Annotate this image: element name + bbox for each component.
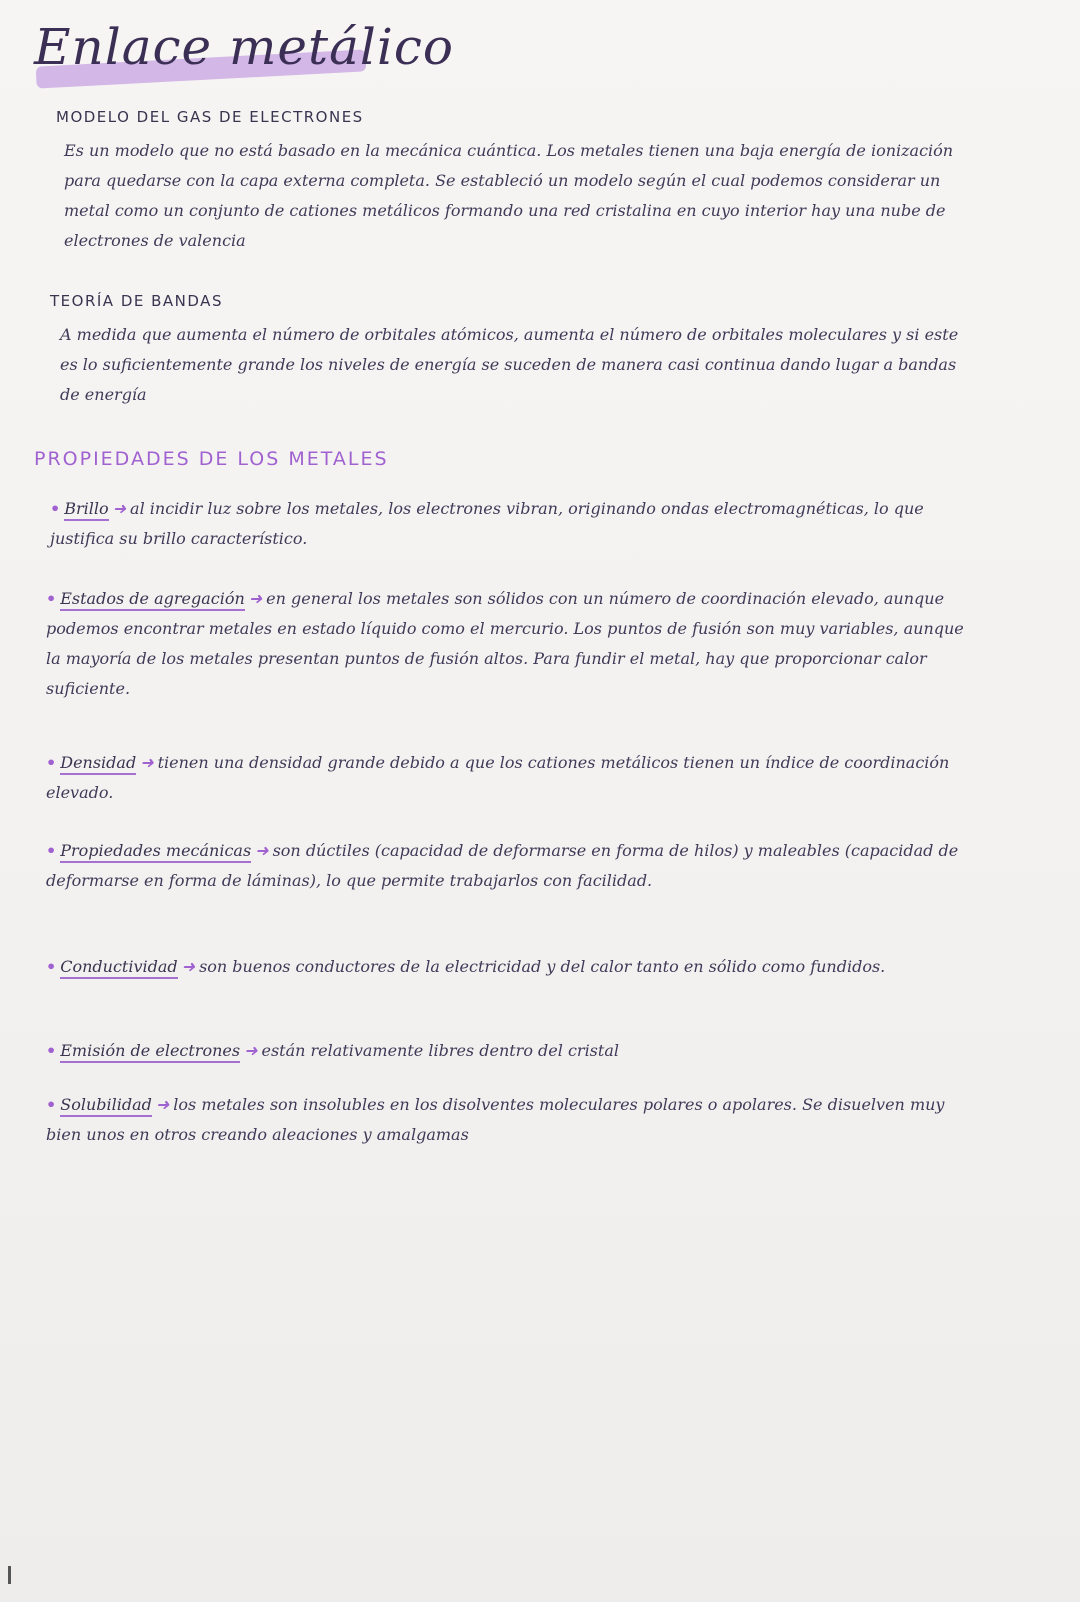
property-densidad: [46, 748, 976, 808]
property-emision: [46, 1036, 976, 1066]
arrow-right-icon: ➜: [140, 753, 154, 772]
property-text: en general los metales son sólidos con un número de coordinación elevado, aunque podemos encontrar metales en estado líquido como el mercurio. Los puntos de fusión son muy variables, aunque la mayoría de los metales presentan puntos de fusión altos. Para fundir el metal, hay que proporcionar calor suficiente.: [46, 589, 964, 698]
property-solubilidad: [46, 1090, 966, 1150]
heading-gas-model: MODELO DEL GAS DE ELECTRONES: [56, 108, 364, 126]
arrow-right-icon: ➜: [155, 1095, 170, 1114]
arrow-right-icon: ➜: [181, 957, 196, 976]
bullet-icon: •: [46, 1095, 57, 1114]
property-brillo: [50, 494, 990, 554]
property-conductividad: [46, 952, 966, 982]
arrow-right-icon: ➜: [255, 841, 269, 860]
bullet-icon: •: [46, 841, 57, 860]
property-mecanicas: [46, 836, 976, 896]
bullet-icon: •: [46, 589, 57, 608]
page-edge-mark: [8, 1566, 11, 1584]
property-text: los metales son insolubles en los disolventes moleculares polares o apolares. Se disuelven muy bien unos en otros creando aleaciones y amalgamas: [46, 1095, 945, 1144]
property-label: Estados de agregación: [60, 589, 245, 611]
property-text: tienen una densidad grande debido a que los cationes metálicos tienen un índice de coordinación elevado.: [46, 753, 950, 802]
property-estados: [46, 584, 976, 704]
property-label: Densidad: [60, 753, 136, 775]
arrow-right-icon: ➜: [244, 1041, 258, 1060]
bullet-icon: •: [46, 957, 57, 976]
bullet-icon: •: [46, 753, 57, 772]
arrow-right-icon: ➜: [112, 499, 127, 518]
page-title: Enlace metálico: [34, 18, 454, 76]
heading-metal-properties: PROPIEDADES DE LOS METALES: [34, 448, 389, 470]
property-text: están relativamente libres dentro del cristal: [261, 1041, 619, 1060]
property-label: Propiedades mecánicas: [60, 841, 251, 863]
property-label: Conductividad: [60, 957, 177, 979]
property-text: son dúctiles (capacidad de deformarse en forma de hilos) y maleables (capacidad de deformarse en forma de láminas), lo que permite trabajarlos con facilidad.: [46, 841, 959, 890]
paragraph-band-theory: A medida que aumenta el número de orbitales atómicos, aumenta el número de orbitales moleculares y si este es lo suficientemente grande los niveles de energía se suceden de manera casi continua dando lugar a bandas de energía: [60, 325, 959, 404]
heading-band-theory: TEORÍA DE BANDAS: [50, 292, 223, 310]
bullet-icon: •: [46, 1041, 57, 1060]
property-label: Brillo: [64, 499, 108, 521]
property-text: al incidir luz sobre los metales, los electrones vibran, originando ondas electromagnéticas, lo que justifica su brillo característico.: [50, 499, 924, 548]
bullet-icon: •: [50, 499, 61, 518]
arrow-right-icon: ➜: [248, 589, 263, 608]
property-label: Emisión de electrones: [60, 1041, 240, 1063]
paragraph-gas-model: Es un modelo que no está basado en la mecánica cuántica. Los metales tienen una baja energía de ionización para quedarse con la capa externa completa. Se estableció un modelo según el cual podemos considerar un metal como un conjunto de cationes metálicos formando una red cristalina en cuyo interior hay una nube de electrones de valencia: [64, 141, 954, 250]
property-label: Solubilidad: [60, 1095, 152, 1117]
property-text: son buenos conductores de la electricidad y del calor tanto en sólido como fundidos.: [199, 957, 886, 976]
